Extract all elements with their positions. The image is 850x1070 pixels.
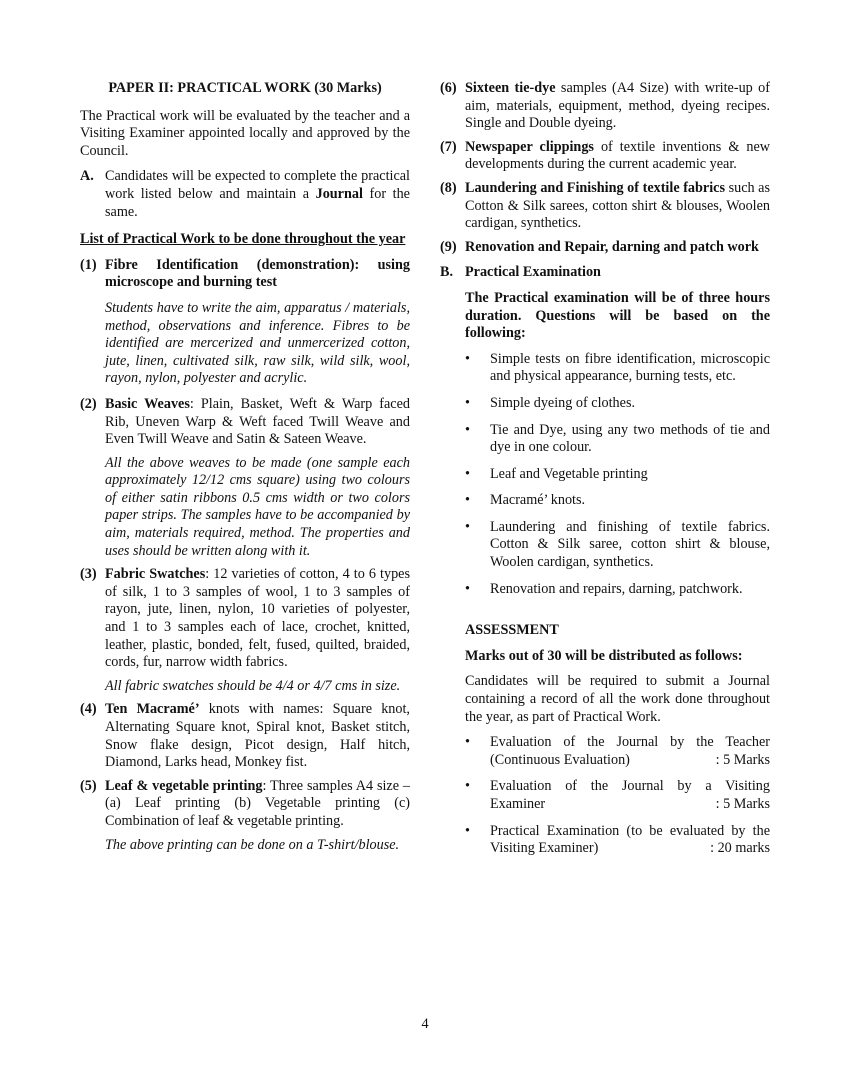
list-item: (6) Sixteen tie-dye samples (A4 Size) with write-up of aim, materials, equipment, method, dyeing recipes. Single and Double dyeing. <box>440 80 770 132</box>
section-a <box>80 168 410 221</box>
intro-paragraph: The Practical work will be evaluated by the teacher and a Visiting Examiner appointed locally and approved by the Council. <box>80 107 410 159</box>
left-column <box>80 80 410 854</box>
list-item: (4) Ten Macramé’ knots with names: Square knot, Alternating Square knot, Spiral knot, Basket stitch, Snow flake design, Picot design, Half hitch, Diamond, Larks head, Monkey fist. <box>80 701 410 771</box>
item-note: Students have to write the aim, apparatus / materials, method, observations and inference. Fibres to be identified are mercerized and unmercerized cotton, jute, linen, cultivated silk, raw silk, wild silk, wool, rayon, nylon, polyester and acrylic. <box>105 299 410 387</box>
list-item: • Simple tests on fibre identification, microscopic and physical appearance, burning tests, etc. <box>465 350 770 385</box>
marks-list <box>440 734 770 858</box>
section-b-label: B. <box>440 264 454 281</box>
list-item: (9) Renovation and Repair, darning and patch work <box>440 238 759 255</box>
section-a-text: Candidates will be expected to complete the practical work listed below and maintain a Journal for the same. <box>105 168 410 220</box>
list-item: • Macramé’ knots. <box>465 492 586 509</box>
list-item: • Simple dyeing of clothes. <box>465 394 636 411</box>
marks-item: • Practical Examination (to be evaluated by the Visiting Examiner) : 20 marks <box>465 822 770 857</box>
list-item: • Renovation and repairs, darning, patchwork. <box>465 580 743 597</box>
marks-title: Marks out of 30 will be distributed as follows: <box>465 647 743 664</box>
list-heading: List of Practical Work to be done throughout the year <box>80 231 406 248</box>
list-item: (5) Leaf & vegetable printing: Three samples A4 size – (a) Leaf printing (b) Vegetable printing (c) Combination of leaf & vegetable printing. <box>80 777 411 829</box>
marks-item: • Evaluation of the Journal by the Teacher (Continuous Evaluation) : 5 Marks <box>465 734 770 768</box>
item-note: All fabric swatches should be 4/4 or 4/7 cms in size. <box>105 677 401 694</box>
assessment-intro: Candidates will be required to submit a Journal containing a record of all the work done throughout the year, as part of Practical Work. <box>465 673 770 725</box>
list-item: • Laundering and finishing of textile fabrics. Cotton & Silk saree, cotton shirt & blouse, Woolen cardigan, synthetics. <box>465 518 770 571</box>
section-b-intro: The Practical examination will be of three hours duration. Questions will be based on the following: <box>465 289 770 342</box>
list-item: • Leaf and Vegetable printing <box>465 465 648 482</box>
right-column <box>440 80 770 858</box>
list-item: (8) Laundering and Finishing of textile fabrics such as Cotton & Silk sarees, cotton shirt & blouses, Woolen cardigan, synthetics. <box>440 179 770 232</box>
item-note: The above printing can be done on a T-shirt/blouse. <box>105 836 400 853</box>
item-note: All the above weaves to be made (one sample each approximately 12/12 cms square) using two colours of either satin ribbons 0.5 cms width or two colors paper strips. The samples have to be accompanied by aim, materials required, method. The properties and uses should be written along with it. <box>105 454 410 559</box>
page-number: 4 <box>421 1016 429 1032</box>
section-b-title: Practical Examination <box>465 264 601 281</box>
section-a-label: A. <box>80 168 94 185</box>
list-item: • Tie and Dye, using any two methods of tie and dye in one colour. <box>465 421 770 456</box>
assessment-title: ASSESSMENT <box>465 622 559 639</box>
section-b <box>440 264 770 282</box>
list-item: (1) Fibre Identification (demonstration): using microscope and burning test <box>80 256 410 291</box>
exam-bullet-list <box>440 351 770 599</box>
list-item: (2) Basic Weaves: Plain, Basket, Weft & Warp faced Rib, Uneven Warp & Weft faced Twill Weave and Even Twill Weave and Satin & Sateen Weave. <box>80 395 410 448</box>
paper-heading: PAPER II: PRACTICAL WORK (30 Marks) <box>108 80 382 96</box>
list-item: (3) Fabric Swatches: 12 varieties of cotton, 4 to 6 types of silk, 1 to 3 samples of wool, 1 to 3 samples of rayon, jute, linen, nylon, 10 varieties of polyester, and 1 to 3 samples each of lace, crochet, knitted, leather, plastic, bonded, felt, fused, quilted, braided, cords, fur, narrow width fabrics. <box>80 566 411 671</box>
marks-item: • Evaluation of the Journal by a Visiting Examiner : 5 Marks <box>465 778 770 812</box>
list-item: (7) Newspaper clippings of textile inventions & new developments during the current academic year. <box>440 138 770 173</box>
